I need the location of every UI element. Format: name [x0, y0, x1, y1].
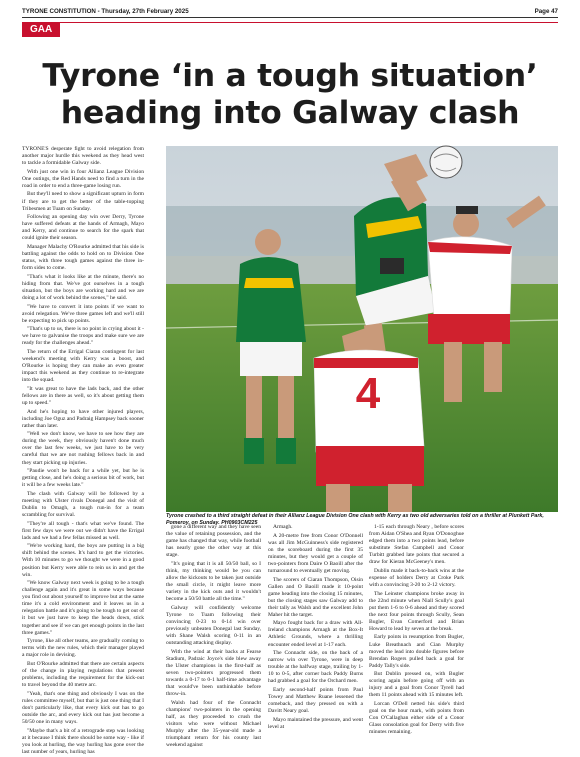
- article-paragraph: And he's hoping to have other injured players, including Joe Oguz and Padraig Hampsey back sooner rather than later.: [22, 408, 144, 429]
- article-paragraph: "That's what it looks like at the minute, there's no hiding from that. We've got ourselves in a tough situation, but the boys are working hard and we are doing a lot of work behind the scenes," he said.: [22, 273, 144, 301]
- article-paragraph: TYRONE'S desperate fight to avoid relegation from another major hurdle this weekend as they head west to tackle a formidable Galway side.: [22, 146, 144, 167]
- article-paragraph: "Yeah, that's one thing and obviously I was on the rules committee myself, but that is just one thing that I don't particularly like, that every kick out has to go outside the arc, and every kick out has just become a 50/50 one in many ways.: [22, 690, 144, 725]
- article-paragraph: "We have to convert it into points if we want to avoid relegation. We've three games left and we'll still be expecting to pick up points.: [22, 303, 144, 324]
- masthead: [22, 6, 558, 18]
- article-paragraph: 1-15 each through Neary , before scores from Aidan O'Shea and Ryan O'Donoghue edged them into a two points lead, before substitute Stefan Campbell and Conor Turbitt grabbed late points that secured a draw for Kieran McGeeney's men.: [369, 524, 464, 566]
- article-paragraph: A 20-metre free from Conor O'Donnell was all Jim McGuinness's side registered on the scoreboard during the first 35 minutes, but they would get a couple of two-pointers from Daire O Baoill after the turnaround to eventually get moving.: [268, 532, 363, 574]
- match-photo: [166, 146, 558, 512]
- article-paragraph: The return of the Errigal Ciaran contingent for last weekend's meeting with Kerry was a boost, and O'Rourke is hoping they can make an even greater impact this weekend as they continue to re-integrate into the squad.: [22, 349, 144, 384]
- article-paragraph: The scorers of Ciaran Thompson, Oisin Gallen and O Baoill made it 10-point game heading into the closing 15 minutes, but the closing stages saw Galway add to their tally as Walsh and the excellent John Maher hit the target.: [268, 576, 363, 618]
- article-paragraph: But O'Rourke admitted that there are certain aspects of the change in playing regulations that present problems, including the requirement for the kick-out to travel beyond the 40 metre arc.: [22, 660, 144, 689]
- article-paragraph: "Maybe that's a bit of a retrograde step was looking at it because I think there should be some way - like if you look at hurling, the way hurling has gone over the last number of years, hurling has: [22, 727, 144, 755]
- page-number: Page 47: [534, 8, 558, 15]
- article-paragraph: Dublin made it back-to-back wins at the expense of holders Derry at Croke Park with a convincing 3-20 to 2-12 victory.: [369, 567, 464, 588]
- article-paragraph: The Leinster champions broke away in the 22nd minute when Niall Scully's goal put them 1-6 to 0-6 ahead and they scored the next four points through Scully, Sean Bugler, Evan Comerford and Brian Howard to lead by seven at the break.: [369, 590, 464, 632]
- article-paragraph: But Dublin pressed on, with Bugler scoring again before going off with an injury and a goal from Conor Tyrell had them 11 points ahead with 15 minutes left.: [369, 671, 464, 699]
- headline-line-1: Tyrone ‘in a tough situation’: [42, 58, 538, 94]
- article-paragraph: Early points in resumption from Bugler, Luke Breathnach and Cian Murphy moved the lead into double figures before Brendan Rogers pulled back a goal for Paddy Tally's side.: [369, 634, 464, 669]
- article-paragraph: Walsh had four of the Connacht champions' two-pointers in the opening half, as they proceeded to crush the visitors who were without Michael Murphy after the 35-year-old made a triumphant return for his county last weekend against: [166, 699, 261, 748]
- article-paragraph: Mayo fought back for a draw with All-Ireland champions Armagh at the Box-It Athletic Grounds, where a thrilling encounter ended level at 1-17 each.: [268, 620, 363, 648]
- article-paragraph: "That's up to us, there is no point in crying about it - we have to galvanise the troops and make sure we are ready for the challenges ahead.": [22, 326, 144, 347]
- article-paragraph: Lorcan O'Dell netted his side's third goal on the hour mark, with points from Con O'Callaghan either side of a Conor Glass consolation goal for Derry with five minutes remaining.: [369, 701, 464, 736]
- article-column-1: [22, 146, 144, 757]
- photo-caption: Tyrone crashed to a third straight defeat in their Allianz League Division One clash with Kerry as two old adversaries told on a thriller at Plunkett Park, Pomeroy, on Sunday. PH0903CM225: [166, 513, 544, 526]
- match-photo-illustration: [166, 146, 558, 512]
- article-paragraph: Armagh.: [273, 524, 293, 530]
- article-paragraph: gone a different way and they have seen the value of retaining possession, and the game has changed that way, while football has nearly gone the other way at this stage.: [166, 524, 261, 559]
- article-paragraph: Galway will confidently welcome Tyrone to Tuam following their convincing 0-23 to 0-14 win over previously unbeaten Donegal last Sunday, with Shane Walsh scoring 0-11 in an outstanding attacking display.: [166, 604, 261, 646]
- article-paragraph: Mayo maintained the pressure, and went level at: [268, 716, 363, 730]
- article-paragraph: "We know Galway next week is going to be a tough challenge again and it's great in some ways because you find out about yourself to improve but at the same time it's a cold environment and it leaves us in a relegation battle and it's going to be tough to get out of it but we just have to keep the heads down, stick together and see if we can get enough points in the last three games.": [22, 580, 144, 636]
- article-paragraph: Manager Malachy O'Rourke admitted that his side is battling against the odds to hold on to Division One status, with three tough games against the three in-form sides to come.: [22, 243, 144, 272]
- article-paragraph: With the wind at their backs at Fearse Stadium, Padraic Joyce's side blew away the Ulster champions in the first-half as seven two-pointers progressed them towards a 0-17 to 0-1 half-time advantage that would've been unthinkable before throw-in.: [166, 648, 261, 697]
- article-column-3: [268, 524, 363, 732]
- article-paragraph: "Paudie won't be back for a while yet, but he is getting close, and he's doing a serious bit of work, but it will be a few weeks late.": [22, 468, 144, 489]
- masthead-publication: TYRONE CONSTITUTION - Thursday, 27th February 2025: [22, 8, 189, 15]
- article-paragraph: Tyrone, like all other teams, are gradually coming to terms with the new rules, which their manager played a major role in devising.: [22, 638, 144, 659]
- article-paragraph: The clash with Galway will be followed by a meeting with Ulster rivals Donegal and the visit of Dublin to Omagh, a tough run-in for a team scrambling for survival.: [22, 490, 144, 519]
- article-column-4: [369, 524, 464, 738]
- article-paragraph: Early second-half points from Paul Towey and Matthew Ruane lessened the comeback, and they pressed on with a Davitt Neary goal.: [268, 687, 363, 715]
- headline: [22, 58, 558, 132]
- article-paragraph: "We're working hard, the boys are putting in a big shift behind the scenes. It's hard to get the victories. With 10 minutes to go we thought we were in a good position but Kerry were able to rein us in and get the win.: [22, 543, 144, 578]
- article-paragraph: The Connacht side, on the back of a narrow win over Tyrone, were in deep trouble at the halfway stage, trailing by 1-10 to 0-5, after corner back Paddy Burns had grabbed a goal for the Orchard men.: [268, 650, 363, 685]
- article-paragraph: With just one win in four Allianz League Division One outings, the Red Hands need to find a turn in the road in order to end a three-game losing run.: [22, 168, 144, 189]
- article-paragraph: Following an opening day win over Derry, Tyrone have suffered defeats at the hands of Armagh, Mayo and Kerry, and continue to search for the spark that could ignite their season.: [22, 214, 144, 242]
- section-tag: GAA: [22, 23, 60, 37]
- article-paragraph: "It was great to have the lads back, and the other fellows are in there as well, so it's about getting them up to speed.": [22, 385, 144, 406]
- article-column-2: [166, 524, 261, 750]
- football: [430, 146, 462, 178]
- article-paragraph: But they'll need to show a significant upturn in form if they are to get the better of the table-topping Tribesmen at Tuam on Sunday.: [22, 191, 144, 212]
- section-bar: [22, 22, 558, 38]
- article-paragraph: "Well we don't know, we have to see how they are during the week, they obviously haven't done much over the last few weeks, we just have to be very careful that we are not rushing fellows back in and they start picking up injuries.: [22, 431, 144, 466]
- jersey-number: 4: [355, 369, 381, 418]
- headline-line-2: heading into Galway clash: [60, 95, 520, 131]
- article-paragraph: "It's going that it is all 50/50 ball, so I think, my thinking would be you can allow the kickouts to be taken just outside the small circle, it might leave more variety in the kick outs and it wouldn't become a 50/50 battle all the time.": [166, 560, 261, 603]
- article-paragraph: "They're all tough - that's what we've found. The first few days we were out we didn't have the Errigal lads and we had a few fellas missed as well.: [22, 520, 144, 541]
